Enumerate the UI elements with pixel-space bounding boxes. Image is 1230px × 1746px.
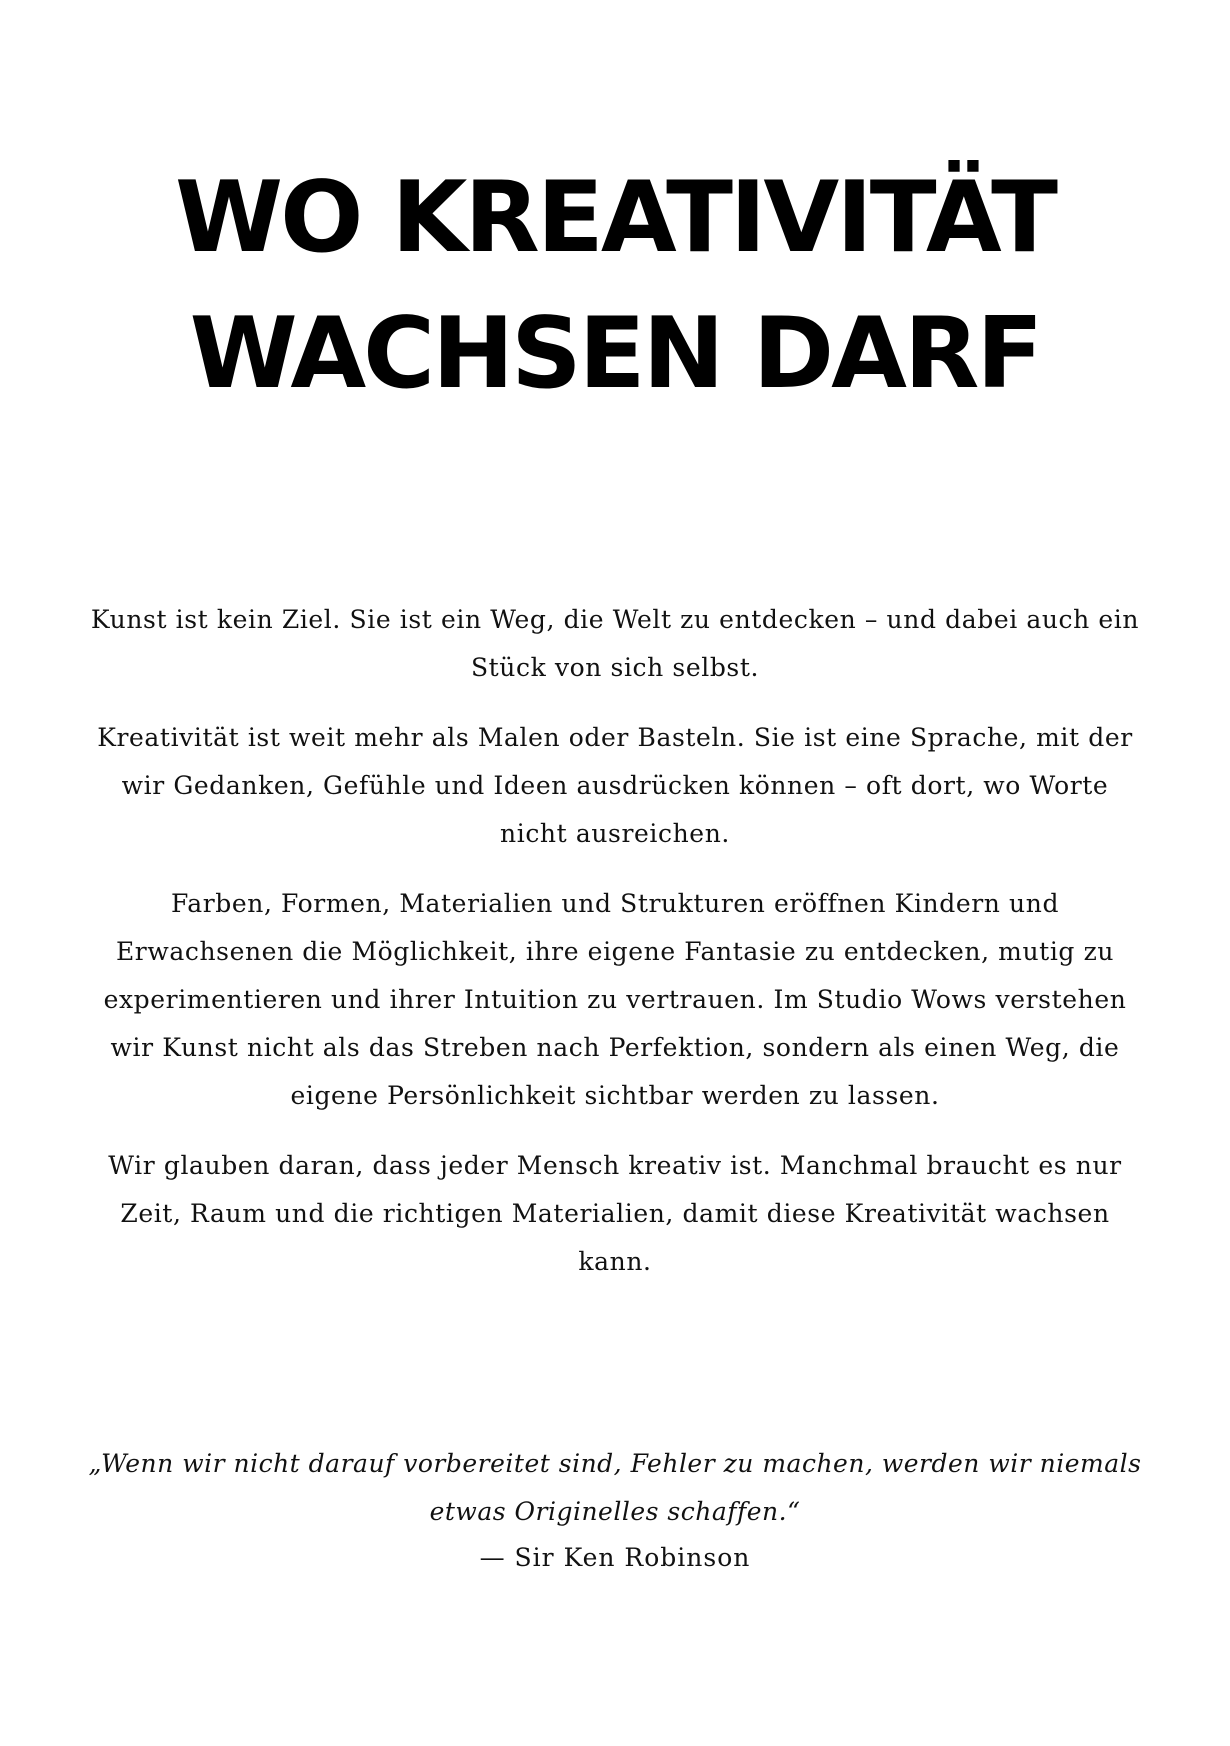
intro-text: [90, 596, 1140, 1308]
paragraph-2: Kreativität ist weit mehr als Malen oder Basteln. Sie ist eine Sprache, mit der wir Gedanken, Gefühle und Ideen ausdrücken können – oft dort, wo Worte nicht ausreichen.: [97, 723, 1133, 848]
quote-author: — Sir Ken Robinson: [479, 1543, 751, 1572]
page-title-line-2: WACHSEN DARF: [189, 297, 1041, 411]
page-title: [0, 150, 1230, 422]
paragraph-1: Kunst ist kein Ziel. Sie ist ein Weg, die Welt zu entdecken – und dabei auch ein Stück von sich selbst.: [90, 605, 1140, 682]
page-title-line-1: WO KREATIVITÄT: [174, 161, 1056, 275]
paragraph-4: Wir glauben daran, dass jeder Mensch kreativ ist. Manchmal braucht es nur Zeit, Raum und die richtigen Materialien, damit diese Kreativität wachsen kann.: [108, 1151, 1122, 1276]
quote-text: „Wenn wir nicht darauf vorbereitet sind, Fehler zu machen, werden wir niemals etwas Originelles schaffen.“: [88, 1449, 1142, 1526]
paragraph-3: Farben, Formen, Materialien und Strukturen eröffnen Kindern und Erwachsenen die Möglichkeit, ihre eigene Fantasie zu entdecken, mutig zu experimentieren und ihrer Intuition zu vertrauen. Im Studio Wows verstehen wir Kunst nicht als das Streben nach Perfektion, sondern als einen Weg, die eigene Persönlichkeit sichtbar werden zu lassen.: [103, 889, 1127, 1110]
quote-block: [80, 1440, 1150, 1580]
